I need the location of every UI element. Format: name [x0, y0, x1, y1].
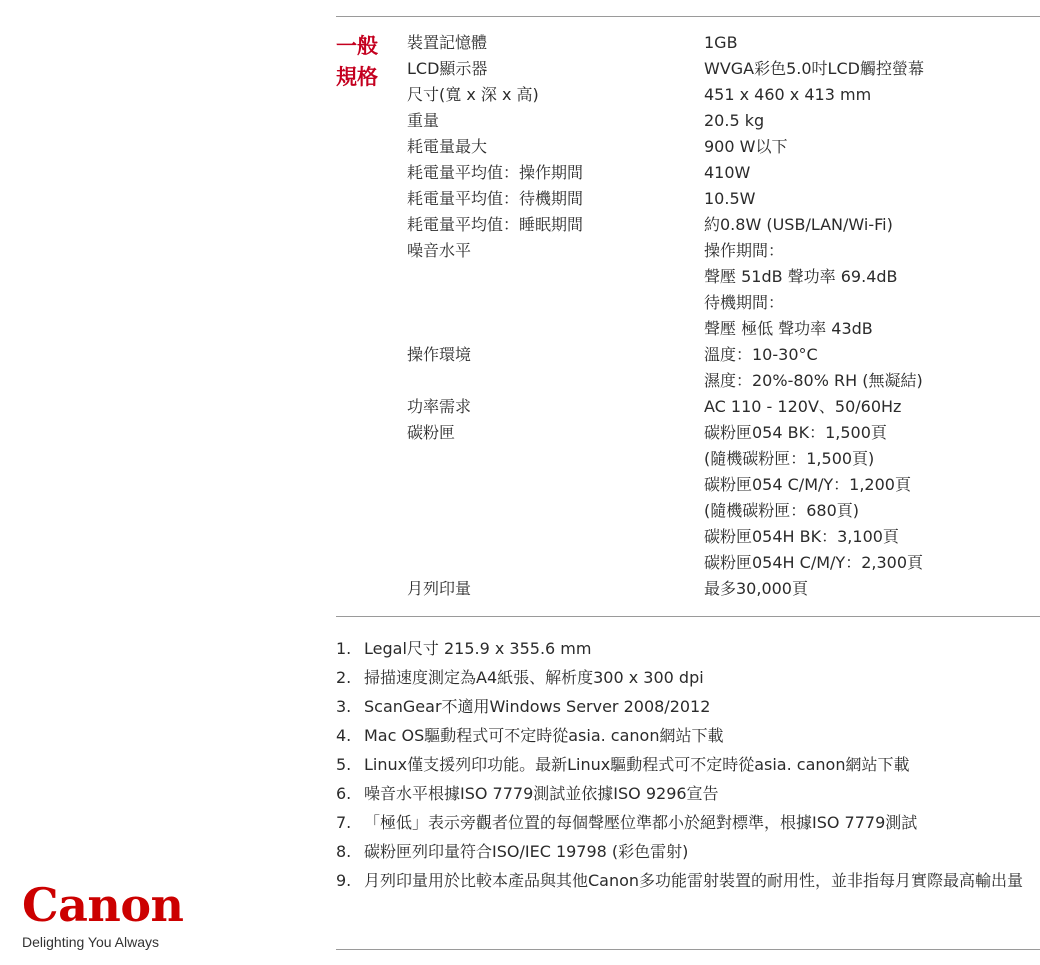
- spec-value: 20.5 kg: [704, 111, 765, 130]
- spec-row: [407, 160, 1040, 186]
- spec-row: [407, 238, 1040, 342]
- footnote-text: Mac OS驅動程式可不定時從asia. canon網站下載: [364, 726, 724, 745]
- spec-value: 操作期間：: [704, 241, 785, 260]
- spec-row: [407, 212, 1040, 238]
- spec-label: 噪音水平: [407, 241, 472, 260]
- spec-value: 溫度：10-30°C: [704, 345, 818, 364]
- footnote-number: 9.: [336, 871, 352, 890]
- spec-values: [704, 420, 1040, 576]
- spec-value: 碳粉匣054H C/M/Y：2,300頁: [704, 553, 923, 572]
- spec-values: [704, 82, 1040, 108]
- canon-wordmark: Canon: [22, 878, 184, 932]
- spec-row: [407, 186, 1040, 212]
- footnote-item: [336, 808, 1040, 837]
- footnote-number: 8.: [336, 842, 352, 861]
- spec-value: (隨機碳粉匣：680頁): [704, 501, 860, 520]
- spec-values: [704, 186, 1040, 212]
- spec-label: 月列印量: [407, 579, 472, 598]
- spec-values: [704, 56, 1040, 82]
- spec-value: 410W: [704, 163, 751, 182]
- spec-label: 操作環境: [407, 345, 472, 364]
- footnote-item: [336, 663, 1040, 692]
- footnote-number: 7.: [336, 813, 352, 832]
- spec-value: 聲壓 51dB 聲功率 69.4dB: [704, 267, 898, 286]
- spec-row: [407, 134, 1040, 160]
- footnote-text: Legal尺寸 215.9 x 355.6 mm: [364, 639, 592, 658]
- footnote-item: [336, 837, 1040, 866]
- spec-row: [407, 576, 1040, 602]
- spec-values: [704, 108, 1040, 134]
- spec-label: 碳粉匣: [407, 423, 456, 442]
- footnote-text: Linux僅支援列印功能。最新Linux驅動程式可不定時從asia. canon網站下載: [364, 755, 910, 774]
- footnote-text: 月列印量用於比較本產品與其他Canon多功能雷射裝置的耐用性，並非指每月實際最高輸出量: [364, 871, 1024, 890]
- section-title-line-2: 規格: [336, 65, 378, 89]
- footnote-number: 1.: [336, 639, 352, 658]
- spec-values: [704, 576, 1040, 602]
- footnote-item: [336, 721, 1040, 750]
- spec-row: [407, 82, 1040, 108]
- spec-label: 耗電量平均值：操作期間: [407, 163, 584, 182]
- spec-row: [407, 342, 1040, 394]
- spec-value: AC 110 - 120V、50/60Hz: [704, 397, 902, 416]
- footnote-text: 碳粉匣列印量符合ISO/IEC 19798 (彩色雷射): [364, 842, 689, 861]
- footnotes-list: [336, 634, 1040, 895]
- spec-label: 耗電量平均值：待機期間: [407, 189, 584, 208]
- footnote-item: [336, 692, 1040, 721]
- logo-tagline: Delighting You Always: [22, 934, 159, 950]
- footnote-number: 5.: [336, 755, 352, 774]
- spec-row: [407, 56, 1040, 82]
- footnote-item: [336, 866, 1040, 895]
- footnote-item: [336, 634, 1040, 663]
- spec-value: 碳粉匣054 C/M/Y：1,200頁: [704, 475, 911, 494]
- spec-values: [704, 212, 1040, 238]
- spec-value: 900 W以下: [704, 137, 788, 156]
- spec-value: 約0.8W (USB/LAN/Wi-Fi): [704, 215, 893, 234]
- spec-value: WVGA彩色5.0吋LCD觸控螢幕: [704, 59, 924, 78]
- canon-logo: [22, 878, 202, 950]
- spec-value: 碳粉匣054 BK：1,500頁: [704, 423, 887, 442]
- spec-value: 451 x 460 x 413 mm: [704, 85, 872, 104]
- footnote-number: 3.: [336, 697, 352, 716]
- spec-label: 重量: [407, 111, 440, 130]
- spec-values: [704, 160, 1040, 186]
- spec-label: 裝置記憶體: [407, 33, 488, 52]
- top-divider: [336, 16, 1040, 17]
- spec-value: 1GB: [704, 33, 738, 52]
- footnote-number: 6.: [336, 784, 352, 803]
- spec-row: [407, 420, 1040, 576]
- spec-value: 10.5W: [704, 189, 756, 208]
- section-title-line-1: 一般: [336, 34, 378, 58]
- spec-values: [704, 342, 1040, 394]
- spec-value: 聲壓 極低 聲功率 43dB: [704, 319, 873, 338]
- spec-value: (隨機碳粉匣：1,500頁): [704, 449, 875, 468]
- spec-row: [407, 394, 1040, 420]
- footnote-text: ScanGear不適用Windows Server 2008/2012: [364, 697, 711, 716]
- footnote-number: 2.: [336, 668, 352, 687]
- spec-value: 濕度：20%-80% RH (無凝結): [704, 371, 923, 390]
- spec-value: 碳粉匣054H BK：3,100頁: [704, 527, 899, 546]
- spec-values: [704, 238, 1040, 342]
- spec-label: 耗電量最大: [407, 137, 488, 156]
- notes-divider: [336, 616, 1040, 617]
- spec-value: 最多30,000頁: [704, 579, 808, 598]
- spec-values: [704, 394, 1040, 420]
- footnote-text: 「極低」表示旁觀者位置的每個聲壓位準都小於絕對標準，根據ISO 7779測試: [364, 813, 918, 832]
- spec-label: LCD顯示器: [407, 59, 488, 78]
- spec-values: [704, 30, 1040, 56]
- spec-row: [407, 30, 1040, 56]
- footnote-item: [336, 779, 1040, 808]
- spec-label: 耗電量平均值：睡眠期間: [407, 215, 584, 234]
- spec-values: [704, 134, 1040, 160]
- footnote-text: 掃描速度測定為A4紙張、解析度300 x 300 dpi: [364, 668, 704, 687]
- section-title: [336, 31, 396, 93]
- spec-value: 待機期間：: [704, 293, 785, 312]
- spec-label: 尺寸(寬 x 深 x 高): [407, 85, 539, 104]
- spec-table: [407, 30, 1040, 602]
- spec-label: 功率需求: [407, 397, 472, 416]
- footnote-number: 4.: [336, 726, 352, 745]
- footnote-item: [336, 750, 1040, 779]
- footnote-text: 噪音水平根據ISO 7779測試並依據ISO 9296宣告: [364, 784, 719, 803]
- bottom-divider: [336, 949, 1040, 950]
- spec-row: [407, 108, 1040, 134]
